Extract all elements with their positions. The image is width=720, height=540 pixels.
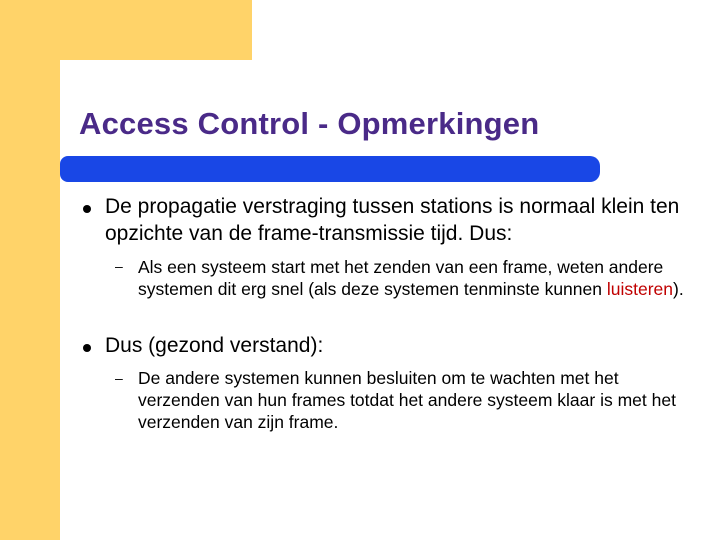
title-underline-bar xyxy=(60,156,600,182)
sub-bullet-text xyxy=(138,256,698,300)
dash-icon: – xyxy=(115,370,123,386)
slide-title: Access Control - Opmerkingen xyxy=(79,106,540,141)
decorative-rounded-corner xyxy=(60,60,100,100)
dash-icon: – xyxy=(115,258,123,274)
bullet-dot-icon xyxy=(83,344,91,352)
bullet-text: De propagatie verstraging tussen stations is normaal klein ten opzichte van de frame-transmissie tijd. Dus: xyxy=(105,195,680,245)
sub-bullet-text-part: Als een systeem start met het zenden van een frame, weten andere systemen dit erg snel (als deze systemen tenminste kunnen xyxy=(138,257,664,299)
decorative-left-band xyxy=(0,0,60,540)
sub-bullet-text-part: ). xyxy=(673,279,684,299)
highlighted-word: luisteren xyxy=(606,279,673,299)
bullet-text: Dus (gezond verstand): xyxy=(105,334,324,357)
bullet-dot-icon xyxy=(83,205,91,213)
sub-bullet-text: De andere systemen kunnen besluiten om te wachten met het verzenden van hun frames totdat het andere systeem klaar is met het verzenden van zijn frame. xyxy=(138,368,676,432)
decorative-top-band xyxy=(0,0,252,60)
